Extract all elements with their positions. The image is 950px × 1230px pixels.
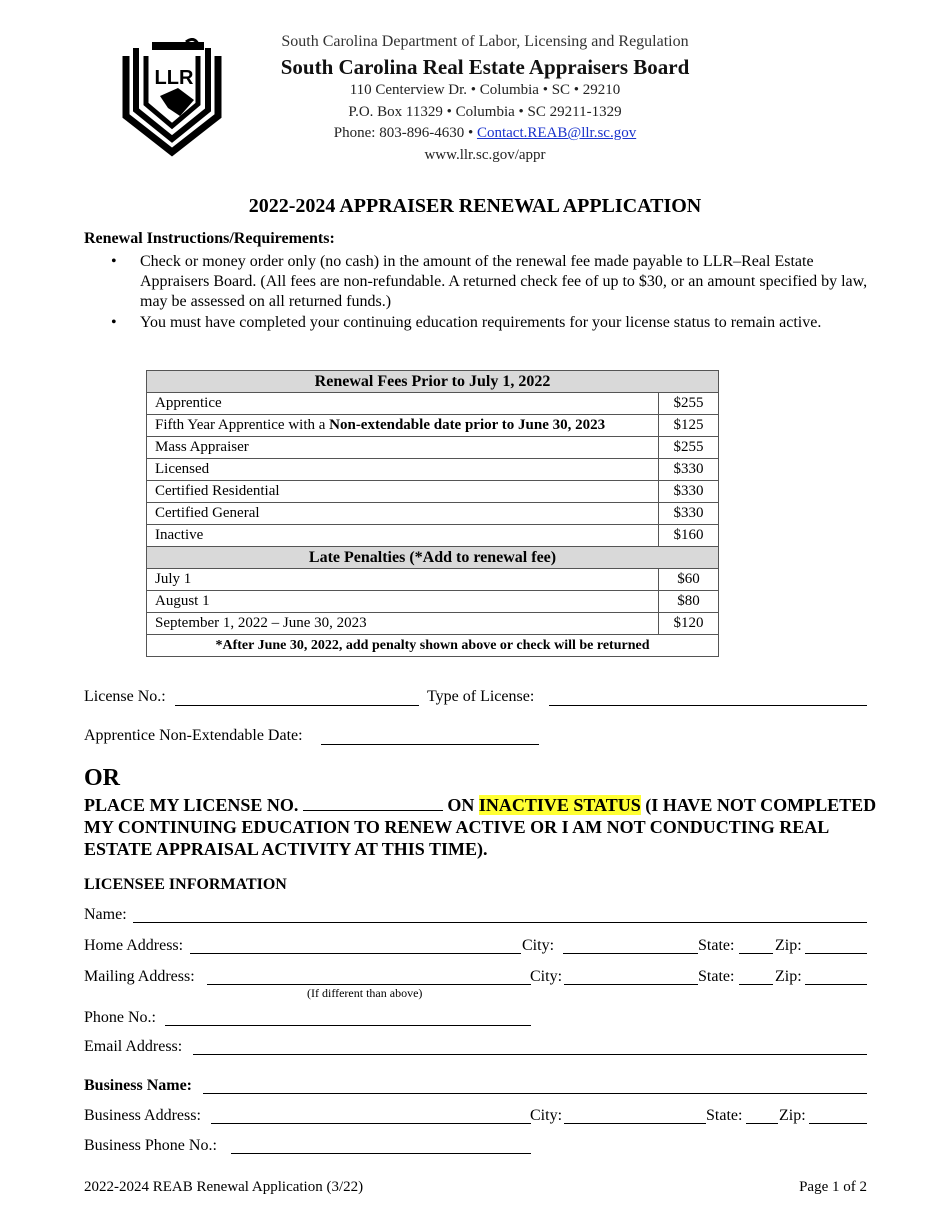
phone-label: Phone No.:: [84, 1009, 156, 1026]
mailing-state-label: State:: [698, 968, 735, 985]
inactive-status-highlight: INACTIVE STATUS: [478, 795, 641, 815]
table-footnote-row: [147, 635, 719, 657]
fee-label: Mass Appraiser: [147, 437, 659, 459]
or-heading: OR: [84, 765, 120, 791]
penalty-amount: $80: [659, 591, 719, 613]
renewal-fees-header: Renewal Fees Prior to July 1, 2022: [147, 371, 719, 393]
table-section-header: [147, 547, 719, 569]
phone-field[interactable]: [165, 1025, 531, 1026]
business-phone-label: Business Phone No.:: [84, 1137, 217, 1154]
business-name-field[interactable]: [203, 1093, 867, 1094]
table-row: [147, 525, 719, 547]
board-name: South Carolina Real Estate Appraisers Board: [280, 55, 690, 79]
late-penalties-header: Late Penalties (*Add to renewal fee): [147, 547, 719, 569]
llr-logo: [120, 38, 230, 158]
instructions-heading: Renewal Instructions/Requirements:: [84, 230, 335, 247]
home-state-label: State:: [698, 937, 735, 954]
fee-label: Certified General: [147, 503, 659, 525]
fee-amount: $255: [659, 393, 719, 415]
email-label: Email Address:: [84, 1038, 183, 1055]
mailing-city-label: City:: [530, 968, 563, 985]
mailing-address-field[interactable]: [207, 984, 531, 985]
business-address-field[interactable]: [211, 1123, 531, 1124]
license-no-label: License No.:: [84, 688, 166, 705]
licensee-info-heading: LICENSEE INFORMATION: [84, 876, 287, 893]
table-footnote: *After June 30, 2022, add penalty shown above or check will be returned: [147, 635, 719, 657]
fees-table: [146, 370, 719, 657]
svg-text:LLR: LLR: [154, 67, 194, 89]
business-city-field[interactable]: [564, 1123, 706, 1124]
table-row: [147, 459, 719, 481]
home-state-field[interactable]: [739, 953, 773, 954]
inactive-status-statement: PLACE MY LICENSE NO. ON INACTIVE STATUS (I HAVE NOT COMPLETED MY CONTINUING EDUCATION TO RENEW ACTIVE OR I AM NOT CONDUCTING REAL ESTATE APPRAISAL ACTIVITY AT THIS TIME).: [84, 795, 877, 859]
fee-amount: $330: [659, 503, 719, 525]
business-phone-field[interactable]: [231, 1153, 531, 1154]
website-text: www.llr.sc.gov/appr: [424, 147, 546, 163]
email-field[interactable]: [193, 1054, 867, 1055]
instruction-item: • Check or money order only (no cash) in the amount of the renewal fee made payable to LLR–Real Estate Appraisers Board. (All fees are non-refundable. A returned check fee of up to $30, or an amount specified by law, may be assessed on all returned funds.): [108, 252, 868, 312]
po-box-address: P.O. Box 11329 • Columbia • SC 29211-1329: [348, 104, 622, 120]
penalty-label: September 1, 2022 – June 30, 2023: [147, 613, 659, 635]
apprentice-date-label: Apprentice Non-Extendable Date:: [84, 727, 303, 744]
penalty-amount: $60: [659, 569, 719, 591]
table-row: [147, 437, 719, 459]
fee-label: Certified Residential: [147, 481, 659, 503]
penalty-label: July 1: [147, 569, 659, 591]
table-row: [147, 415, 719, 437]
table-row: [147, 503, 719, 525]
apprentice-date-field[interactable]: [321, 744, 539, 745]
table-row: [147, 393, 719, 415]
mailing-zip-label: Zip:: [775, 968, 802, 985]
page-title: 2022-2024 APPRAISER RENEWAL APPLICATION: [248, 195, 702, 217]
business-name-label: Business Name:: [84, 1077, 193, 1094]
footer-form-id: 2022-2024 REAB Renewal Application (3/22): [84, 1179, 364, 1195]
email-link[interactable]: Contact.REAB@llr.sc.gov: [476, 125, 637, 141]
business-address-label: Business Address:: [84, 1107, 201, 1124]
name-label: Name:: [84, 906, 127, 923]
table-row: [147, 569, 719, 591]
instruction-item: • You must have completed your continuing education requirements for your license status to remain active.: [108, 313, 868, 333]
type-of-license-field[interactable]: [549, 705, 867, 706]
contact-line: [230, 125, 740, 142]
table-row: [147, 613, 719, 635]
inactive-license-no-field[interactable]: [303, 795, 443, 811]
if-different-note: (If different than above): [307, 986, 423, 1000]
mailing-zip-field[interactable]: [805, 984, 867, 985]
fee-amount: $160: [659, 525, 719, 547]
mailing-city-field[interactable]: [564, 984, 698, 985]
fee-label: Licensed: [147, 459, 659, 481]
home-city-label: City:: [522, 937, 555, 954]
fee-amount: $255: [659, 437, 719, 459]
name-field[interactable]: [133, 922, 867, 923]
table-row: [147, 481, 719, 503]
mailing-address-label: Mailing Address:: [84, 968, 195, 985]
home-city-field[interactable]: [563, 953, 698, 954]
home-address-label: Home Address:: [84, 937, 184, 954]
fee-amount: $330: [659, 459, 719, 481]
license-no-field[interactable]: [175, 705, 419, 706]
business-state-label: State:: [706, 1107, 743, 1124]
business-zip-field[interactable]: [809, 1123, 867, 1124]
business-zip-label: Zip:: [779, 1107, 806, 1124]
instructions-list: [108, 252, 868, 334]
penalty-label: August 1: [147, 591, 659, 613]
table-section-header: [147, 371, 719, 393]
department-name: South Carolina Department of Labor, Licensing and Regulation: [281, 33, 689, 50]
mailing-state-field[interactable]: [739, 984, 773, 985]
footer-page-number: Page 1 of 2: [799, 1179, 867, 1195]
business-state-field[interactable]: [746, 1123, 778, 1124]
fee-label: Fifth Year Apprentice with a Non-extendable date prior to June 30, 2023: [147, 415, 659, 437]
home-address-field[interactable]: [190, 953, 521, 954]
fee-label: Inactive: [147, 525, 659, 547]
fee-amount: $330: [659, 481, 719, 503]
fee-amount: $125: [659, 415, 719, 437]
home-zip-label: Zip:: [775, 937, 802, 954]
type-of-license-label: Type of License:: [427, 688, 535, 705]
home-zip-field[interactable]: [805, 953, 867, 954]
business-city-label: City:: [530, 1107, 563, 1124]
table-row: [147, 591, 719, 613]
street-address: 110 Centerview Dr. • Columbia • SC • 29210: [349, 82, 621, 98]
fee-label: Apprentice: [147, 393, 659, 415]
penalty-amount: $120: [659, 613, 719, 635]
phone-text: Phone: 803-896-4630 •: [333, 125, 477, 141]
